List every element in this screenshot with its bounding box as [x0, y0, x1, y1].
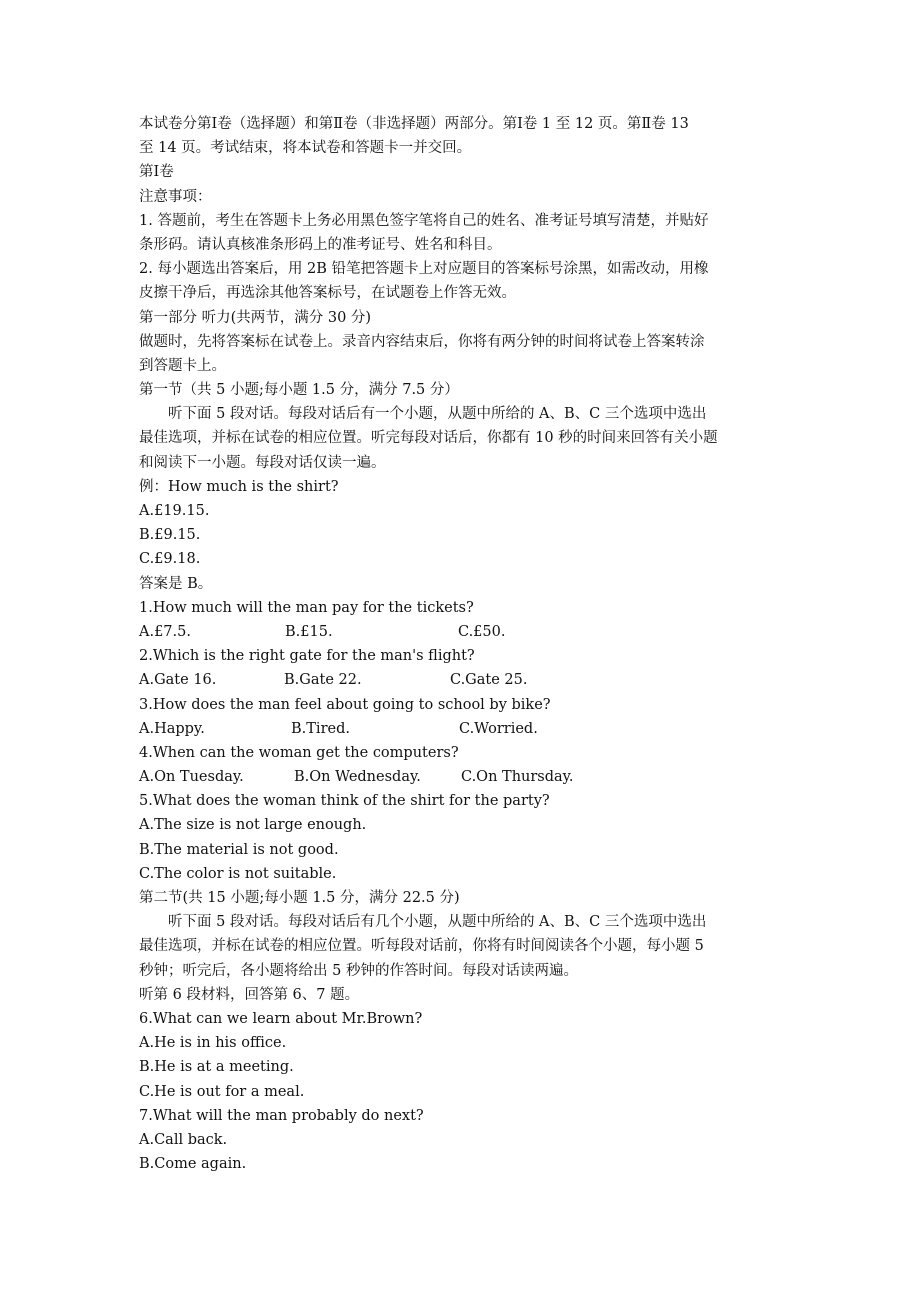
section2-instr-line-2: 最佳选项，并标在试卷的相应位置。听每段对话前，你将有时间阅读各个小题，每小题 5 — [139, 938, 704, 955]
question-5: 5.What does the woman think of the shirt for the party? — [139, 793, 550, 810]
q6-option-b: B.He is at a meeting. — [139, 1059, 294, 1076]
example-option-b: B.£9.15. — [139, 527, 201, 544]
q4-option-a: A.On Tuesday. — [139, 769, 244, 786]
q7-option-a: A.Call back. — [139, 1131, 228, 1148]
part1-instr-line-1: 做题时，先将答案标在试卷上。录音内容结束后，你将有两分钟的时间将试卷上答案转涂 — [139, 333, 705, 350]
q7-option-b: B.Come again. — [139, 1156, 247, 1173]
question-3-options — [139, 717, 787, 741]
part1-heading: 第一部分 听力(共两节，满分 30 分) — [139, 309, 372, 326]
example-option-c: C.£9.18. — [139, 551, 201, 568]
question-6: 6.What can we learn about Mr.Brown? — [139, 1010, 423, 1027]
volume-title: 第Ⅰ卷 — [139, 164, 174, 181]
section1-instr-line-3: 和阅读下一小题。每段对话仅读一遍。 — [139, 454, 386, 471]
question-4: 4.When can the woman get the computers? — [139, 744, 459, 761]
intro-line-1: 本试卷分第Ⅰ卷（选择题）和第Ⅱ卷（非选择题）两部分。第Ⅰ卷 1 至 12 页。第Ⅱ卷 13 — [139, 116, 689, 132]
material-6-heading: 听第 6 段材料，回答第 6、7 题。 — [139, 986, 360, 1003]
example-option-a: A.£19.15. — [139, 503, 210, 519]
example-question: 例：How much is the shirt? — [139, 478, 339, 495]
q5-option-c: C.The color is not suitable. — [139, 865, 337, 882]
q3-option-a: A.Happy. — [139, 720, 205, 737]
q2-option-c: C.Gate 25. — [450, 672, 528, 689]
q3-option-c: C.Worried. — [459, 720, 538, 737]
question-2: 2.Which is the right gate for the man's flight? — [139, 648, 475, 665]
section2-instr-line-3: 秒钟；听完后，各小题将给出 5 秒钟的作答时间。每段对话读两遍。 — [139, 962, 578, 979]
q6-option-a: A.He is in his office. — [139, 1035, 287, 1052]
question-4-options — [139, 765, 787, 789]
section1-instr-line-2: 最佳选项，并标在试卷的相应位置。听完每段对话后，你都有 10 秒的时间来回答有关小题 — [139, 430, 718, 447]
section2-heading: 第二节(共 15 小题;每小题 1.5 分，满分 22.5 分) — [139, 890, 460, 906]
note-1-line-2: 条形码。请认真核准条形码上的准考证号、姓名和科目。 — [139, 236, 502, 253]
q1-option-b: B.£15. — [285, 623, 333, 640]
exam-page — [139, 112, 787, 1176]
part1-instr-line-2: 到答题卡上。 — [139, 357, 226, 374]
note-2-line-2: 皮擦干净后，再选涂其他答案标号，在试题卷上作答无效。 — [139, 285, 516, 302]
q4-option-c: C.On Thursday. — [461, 769, 574, 786]
q2-option-b: B.Gate 22. — [284, 672, 362, 689]
note-2-line-1: 2. 每小题选出答案后，用 2B 铅笔把答题卡上对应题目的答案标号涂黑，如需改动，用橡 — [139, 261, 709, 278]
section2-instr-line-1: 听下面 5 段对话。每段对话后有几个小题，从题中所给的 A、B、C 三个选项中选出 — [168, 914, 707, 931]
q5-option-b: B.The material is not good. — [139, 841, 339, 858]
intro-line-2: 至 14 页。考试结束，将本试卷和答题卡一并交回。 — [139, 140, 472, 157]
note-1-line-1: 1. 答题前，考生在答题卡上务必用黑色签字笔将自己的姓名、准考证号填写清楚，并贴好 — [139, 212, 709, 229]
notes-heading: 注意事项： — [139, 188, 212, 205]
question-7: 7.What will the man probably do next? — [139, 1107, 424, 1124]
q1-option-a: A.£7.5. — [139, 623, 191, 640]
section1-instr-line-1: 听下面 5 段对话。每段对话后有一个小题，从题中所给的 A、B、C 三个选项中选出 — [168, 406, 707, 423]
section1-heading: 第一节（共 5 小题;每小题 1.5 分，满分 7.5 分） — [139, 382, 459, 399]
q2-option-a: A.Gate 16. — [139, 672, 217, 689]
q6-option-c: C.He is out for a meal. — [139, 1083, 305, 1100]
question-1-options — [139, 620, 787, 644]
question-3: 3.How does the man feel about going to school by bike? — [139, 696, 551, 713]
q4-option-b: B.On Wednesday. — [294, 769, 421, 786]
example-answer: 答案是 B。 — [139, 575, 213, 592]
question-1: 1.How much will the man pay for the tickets? — [139, 599, 474, 616]
q5-option-a: A.The size is not large enough. — [139, 817, 367, 834]
q1-option-c: C.£50. — [458, 623, 506, 640]
q3-option-b: B.Tired. — [291, 720, 350, 737]
question-2-options — [139, 668, 787, 692]
